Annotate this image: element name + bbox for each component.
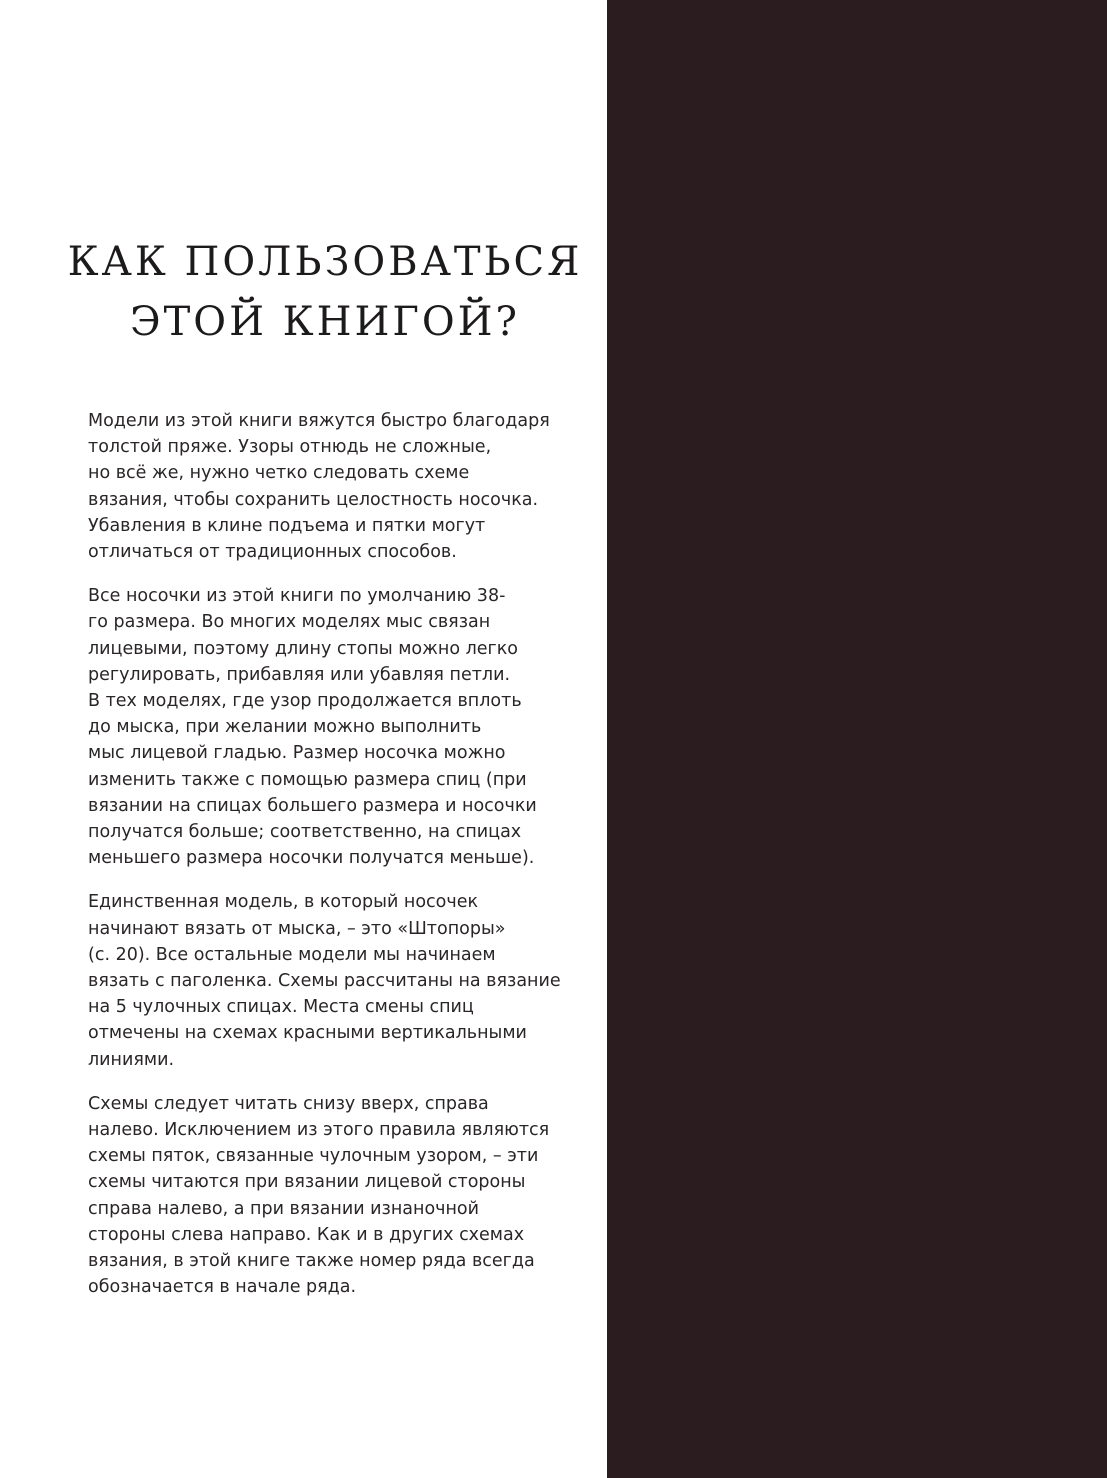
text-line: В тех моделях, где узор продолжается вплоть (88, 691, 522, 712)
text-line: лицевыми, поэтому длину стопы можно легко (88, 638, 519, 659)
text-line: стороны слева направо. Как и в других схемах (88, 1224, 525, 1245)
paragraph-charts (88, 1091, 588, 1301)
text-line: начинают вязать от мыска, – это «Штопоры» (88, 918, 506, 939)
text-line: толстой пряже. Узоры отнюдь не сложные, (88, 437, 492, 458)
page-title (60, 232, 590, 352)
text-line: меньшего размера носочки получатся меньше). (88, 848, 535, 869)
title-line: ЭТОЙ КНИГОЙ? (129, 299, 520, 345)
text-line: линиями. (88, 1049, 175, 1070)
text-line: Схемы следует читать снизу вверх, справа (88, 1093, 489, 1114)
paragraph-intro (88, 408, 588, 565)
text-line: до мыска, при желании можно выполнить (88, 717, 482, 738)
text-line: Убавления в клине подъема и пятки могут (88, 515, 486, 536)
text-line: получатся больше; соответственно, на спицах (88, 822, 522, 843)
paragraph-start (88, 889, 588, 1072)
dark-side-panel (607, 0, 1107, 1478)
text-line: отмечены на схемах красными вертикальными (88, 1023, 527, 1044)
text-line: отличаться от традиционных способов. (88, 542, 457, 563)
text-line: справа налево, а при вязании изнаночной (88, 1198, 480, 1219)
text-line: обозначается в начале ряда. (88, 1277, 357, 1298)
text-line: налево. Исключением из этого правила являются (88, 1120, 550, 1141)
title-line: КАК ПОЛЬЗОВАТЬСЯ (67, 239, 583, 285)
body-text (88, 408, 588, 1319)
text-line: Модели из этой книги вяжутся быстро благодаря (88, 411, 550, 431)
text-line: вязании на спицах большего размера и носочки (88, 795, 537, 816)
text-line: но всё же, нужно четко следовать схеме (88, 463, 470, 484)
text-line: на 5 чулочных спицах. Места смены спиц (88, 997, 474, 1018)
text-line: вязать с паголенка. Схемы рассчитаны на вязание (88, 971, 561, 992)
text-line: Все носочки из этой книги по умолчанию 38- (88, 586, 506, 607)
text-line: вязания, в этой книге также номер ряда всегда (88, 1251, 535, 1272)
text-line: (с. 20). Все остальные модели мы начинаем (88, 944, 496, 965)
text-line: го размера. Во многих моделях мыс связан (88, 612, 491, 633)
text-line: изменить также с помощью размера спиц (при (88, 769, 527, 790)
text-line: мыс лицевой гладью. Размер носочка можно (88, 743, 506, 764)
text-line: схемы пяток, связанные чулочным узором, – эти (88, 1146, 539, 1167)
text-line: вязания, чтобы сохранить целостность носочка. (88, 489, 539, 510)
text-line: схемы читаются при вязании лицевой стороны (88, 1172, 526, 1193)
text-line: Единственная модель, в который носочек (88, 892, 479, 913)
text-line: регулировать, прибавляя или убавляя петли. (88, 664, 511, 685)
paragraph-sizes (88, 583, 588, 871)
